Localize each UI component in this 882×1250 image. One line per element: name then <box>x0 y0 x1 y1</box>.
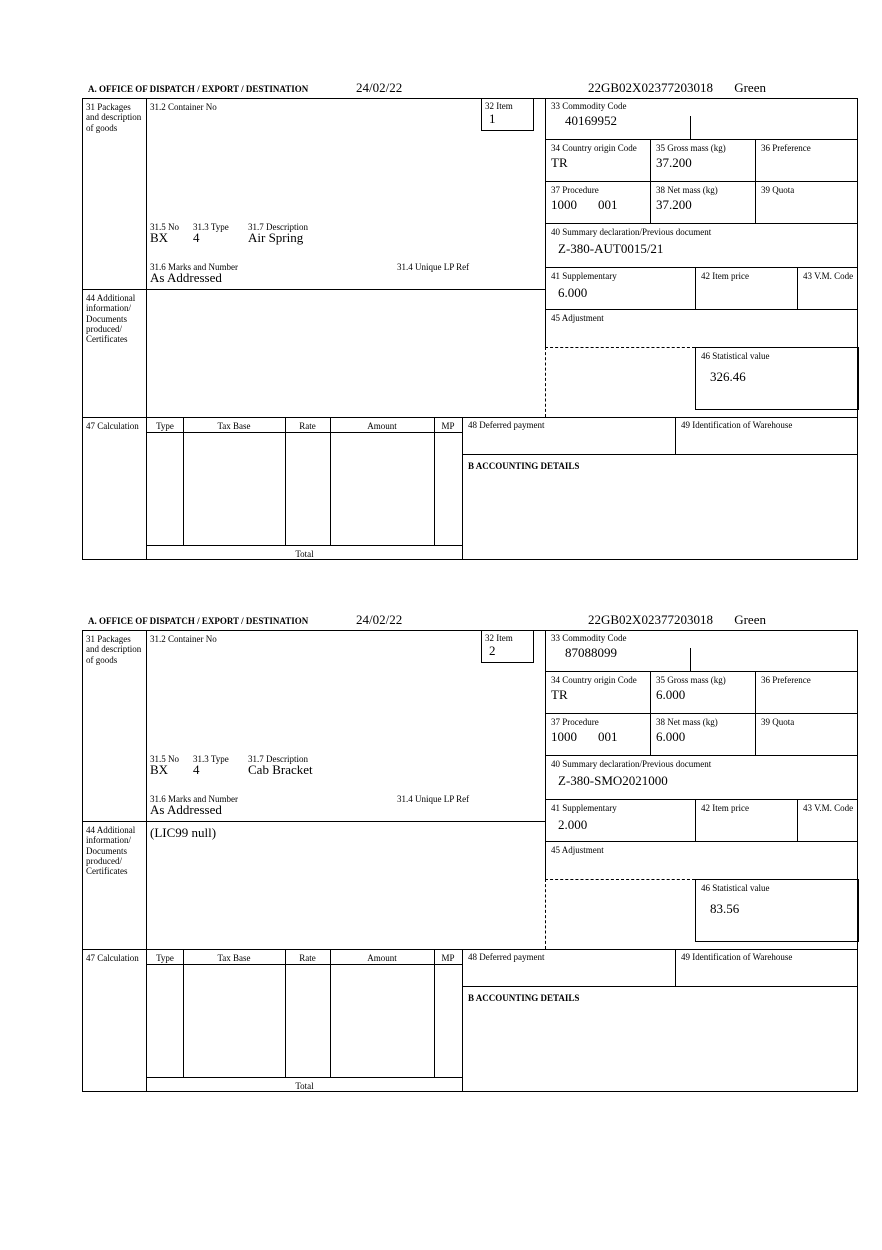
calc-divider-2 <box>285 417 286 545</box>
box34-label: 34 Country origin Code <box>551 143 637 153</box>
supplementary-units-value: 6.000 <box>558 285 588 300</box>
box38-label: 38 Net mass (kg) <box>656 185 718 195</box>
package-type-value: 4 <box>193 230 200 245</box>
box33-label: 33 Commodity Code <box>551 101 627 111</box>
box32-item <box>481 630 534 663</box>
divider-box44-top <box>83 289 545 290</box>
calc-header-amount: Amount <box>367 421 397 431</box>
supplementary-units-value: 2.000 <box>558 817 588 832</box>
box31-5-label: 31.5 No <box>150 754 179 764</box>
divider-col-43 <box>797 268 798 310</box>
package-type-value: 4 <box>193 762 200 777</box>
box48-label: 48 Deferred payment <box>468 952 545 962</box>
divider-left-column <box>146 630 147 1092</box>
box45-dashed-bottom <box>545 347 695 348</box>
net-mass-value: 6.000 <box>656 729 686 744</box>
procedure-code-value: 1000 <box>551 197 577 212</box>
box45-label: 45 Adjustment <box>551 313 604 323</box>
box31-label: 31 Packages and description of goods <box>86 102 142 133</box>
calc-total-label: Total <box>295 1081 314 1091</box>
box46-label: 46 Statistical value <box>701 351 770 361</box>
mrn-line <box>588 613 766 627</box>
box39-label: 39 Quota <box>761 185 795 195</box>
office-of-dispatch-label: A. OFFICE OF DISPATCH / EXPORT / DESTINATION <box>88 616 309 626</box>
commodity-code-value: 40169952 <box>565 113 617 128</box>
box31-label: 31 Packages and description of goods <box>86 634 142 665</box>
calc-header-underline <box>147 432 462 433</box>
calc-header-type: Type <box>156 953 174 963</box>
gross-mass-value: 6.000 <box>656 687 686 702</box>
box31-2-label: 31.2 Container No <box>150 102 217 112</box>
route-status: Green <box>734 80 766 95</box>
route-status: Green <box>734 612 766 627</box>
divider-left-column <box>146 98 147 560</box>
box41-label: 41 Supplementary <box>551 271 617 281</box>
calc-header-rate: Rate <box>299 953 316 963</box>
calc-total-divider <box>147 1077 462 1078</box>
mrn-line <box>588 81 766 95</box>
gross-mass-value: 37.200 <box>656 155 692 170</box>
box37-label: 37 Procedure <box>551 717 599 727</box>
box31-2-label: 31.2 Container No <box>150 634 217 644</box>
mrn-number: 22GB02X02377203018 <box>588 80 713 95</box>
divider-box49-left <box>675 417 676 455</box>
divider-box44-top <box>83 821 545 822</box>
box42-label: 42 Item price <box>701 803 749 813</box>
calc-divider-1 <box>183 417 184 545</box>
box47-label: 47 Calculation <box>86 421 139 431</box>
box42-label: 42 Item price <box>701 271 749 281</box>
box32-label: 32 Item <box>485 101 513 111</box>
mrn-number: 22GB02X02377203018 <box>588 612 713 627</box>
item-number: 1 <box>489 111 496 126</box>
box31-4-label: 31.4 Unique LP Ref <box>397 262 470 272</box>
calc-divider-3 <box>330 417 331 545</box>
divider-col-43 <box>797 800 798 842</box>
divider-col-42 <box>695 268 696 310</box>
box48-label: 48 Deferred payment <box>468 420 545 430</box>
calc-header-type: Type <box>156 421 174 431</box>
box49-label: 49 Identification of Warehouse <box>681 420 793 430</box>
box37-label: 37 Procedure <box>551 185 599 195</box>
box43-label: 43 V.M. Code <box>803 803 854 813</box>
divider-right-column-dashed <box>545 347 546 417</box>
calc-header-tax-base: Tax Base <box>217 421 251 431</box>
box41-label: 41 Supplementary <box>551 803 617 813</box>
box47-label: 47 Calculation <box>86 953 139 963</box>
item-number: 2 <box>489 643 496 658</box>
box35-label: 35 Gross mass (kg) <box>656 675 726 685</box>
marks-and-numbers-value: As Addressed <box>150 270 222 285</box>
box44-label: 44 Additional information/ Documents produced/ Certificates <box>86 293 136 345</box>
box32-item <box>481 98 534 131</box>
box39-label: 39 Quota <box>761 717 795 727</box>
statistical-value: 326.46 <box>710 369 746 384</box>
calc-header-mp: MP <box>441 953 455 963</box>
commodity-code-subdivider <box>690 648 691 672</box>
box31-3-label: 31.3 Type <box>193 754 229 764</box>
calc-divider-4 <box>434 949 435 1077</box>
box31-6-label: 31.6 Marks and Number <box>150 794 238 804</box>
country-origin-value: TR <box>551 687 568 702</box>
box36-label: 36 Preference <box>761 143 811 153</box>
declaration-date: 24/02/22 <box>356 80 403 95</box>
statistical-value: 83.56 <box>710 901 740 916</box>
declaration-item-section <box>82 80 860 562</box>
box45-label: 45 Adjustment <box>551 845 604 855</box>
package-kind-value: BX <box>150 230 169 245</box>
divider-right-column-dashed <box>545 879 546 949</box>
country-origin-value: TR <box>551 155 568 170</box>
box43-label: 43 V.M. Code <box>803 271 854 281</box>
declaration-item-section <box>82 612 860 1094</box>
declaration-date: 24/02/22 <box>356 612 403 627</box>
box31-3-label: 31.3 Type <box>193 222 229 232</box>
calc-divider-3 <box>330 949 331 1077</box>
box31-7-label: 31.7 Description <box>248 754 308 764</box>
procedure-code-value: 1000 <box>551 729 577 744</box>
calc-divider-2 <box>285 949 286 1077</box>
calc-total-label: Total <box>295 549 314 559</box>
box31-6-label: 31.6 Marks and Number <box>150 262 238 272</box>
accounting-details-label: B ACCOUNTING DETAILS <box>468 461 580 471</box>
goods-description-value: Cab Bracket <box>248 762 313 777</box>
box31-4-label: 31.4 Unique LP Ref <box>397 794 470 804</box>
box45-dashed-bottom <box>545 879 695 880</box>
package-kind-value: BX <box>150 762 169 777</box>
calc-header-mp: MP <box>441 421 455 431</box>
box44-label: 44 Additional information/ Documents produced/ Certificates <box>86 825 136 877</box>
box46-label: 46 Statistical value <box>701 883 770 893</box>
goods-description-value: Air Spring <box>248 230 304 245</box>
accounting-details-label: B ACCOUNTING DETAILS <box>468 993 580 1003</box>
box40-label: 40 Summary declaration/Previous document <box>551 227 712 237</box>
divider-box49-left <box>675 949 676 987</box>
calc-header-tax-base: Tax Base <box>217 953 251 963</box>
box38-label: 38 Net mass (kg) <box>656 717 718 727</box>
box32-label: 32 Item <box>485 633 513 643</box>
box31-5-label: 31.5 No <box>150 222 179 232</box>
commodity-code-subdivider <box>690 116 691 140</box>
box49-label: 49 Identification of Warehouse <box>681 952 793 962</box>
box34-label: 34 Country origin Code <box>551 675 637 685</box>
marks-and-numbers-value: As Addressed <box>150 802 222 817</box>
procedure-code-2-value: 001 <box>598 729 618 744</box>
office-of-dispatch-label: A. OFFICE OF DISPATCH / EXPORT / DESTINATION <box>88 84 309 94</box>
calc-header-amount: Amount <box>367 953 397 963</box>
calc-total-divider <box>147 545 462 546</box>
box40-label: 40 Summary declaration/Previous document <box>551 759 712 769</box>
calc-divider-1 <box>183 949 184 1077</box>
calc-header-rate: Rate <box>299 421 316 431</box>
box35-label: 35 Gross mass (kg) <box>656 143 726 153</box>
calc-divider-4 <box>434 417 435 545</box>
procedure-code-2-value: 001 <box>598 197 618 212</box>
commodity-code-value: 87088099 <box>565 645 617 660</box>
divider-col-42 <box>695 800 696 842</box>
additional-information-value: (LIC99 null) <box>150 825 217 840</box>
box31-7-label: 31.7 Description <box>248 222 308 232</box>
box36-label: 36 Preference <box>761 675 811 685</box>
previous-document-value: Z-380-AUT0015/21 <box>558 241 664 256</box>
previous-document-value: Z-380-SMO2021000 <box>558 773 668 788</box>
box33-label: 33 Commodity Code <box>551 633 627 643</box>
calc-header-underline <box>147 964 462 965</box>
net-mass-value: 37.200 <box>656 197 692 212</box>
